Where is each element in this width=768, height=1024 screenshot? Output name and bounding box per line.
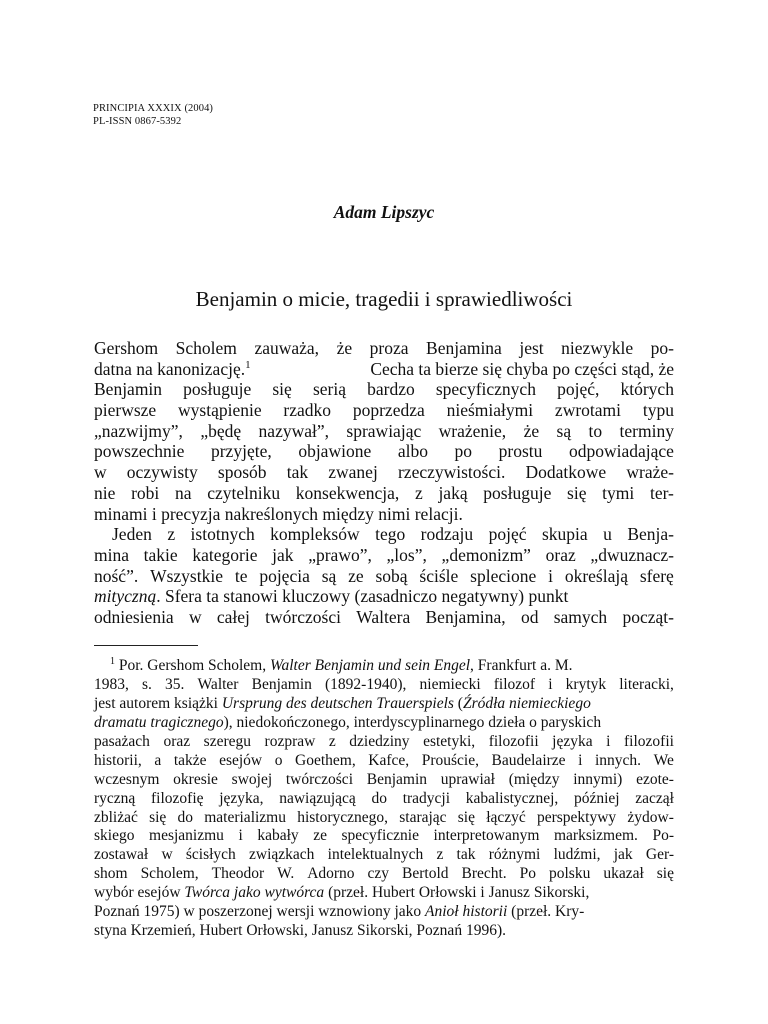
text-line: pierwsze wystąpienie rzadko poprzedza nieśmiałymi zwrotami typu <box>94 400 674 421</box>
footnote-line: skiego mesjanizmu i kabały ze specyficznie interpretowanym marksizmem. Po- <box>94 827 674 845</box>
text-line <box>94 359 674 380</box>
footnote-line: historii, a także esejów o Goethem, Kafce, Prouście, Baudelairze i innych. We <box>94 751 674 769</box>
text-fragment: wybór esejów <box>94 884 185 902</box>
text-line: minami i precyzja nakreślonych między nimi relacji. <box>94 503 463 524</box>
footnote-separator <box>94 645 198 646</box>
text-fragment: , Frankfurt a. M. <box>470 657 573 674</box>
text-line: w oczywisty sposób tak zwanej rzeczywistości. Dodatkowe wraże- <box>94 462 674 483</box>
text-line: ność”. Wszystkie te pojęcia są ze sobą ściśle splecione i określają sferę <box>94 565 674 586</box>
italic-title: Walter Benjamin und sein Engel <box>270 657 471 674</box>
italic-title: dramatu tragicznego <box>94 713 224 731</box>
text-fragment: jest autorem książki <box>94 694 222 712</box>
text-fragment: datna na kanonizację. <box>94 358 246 379</box>
footnote-line <box>94 657 674 676</box>
text-fragment: ( <box>453 694 463 712</box>
author-name: Adam Lipszyc <box>333 202 435 222</box>
footnote-line: ryczną filozofię języka, nawiązującą do tradycji kabalistycznej, później zaczął <box>94 789 674 807</box>
footnote <box>94 657 674 941</box>
text-line: nie robi na czytelniku konsekwencja, z jaką posługuje się tymi ter- <box>94 482 674 503</box>
journal-name: PRINCIPIA XXXIX (2004) <box>93 103 214 114</box>
text-line: „nazwijmy”, „będę nazywał”, sprawiając wrażenie, że są to terminy <box>94 420 674 441</box>
text-fragment: Por. Gershom Scholem, <box>118 657 270 674</box>
italic-title: Anioł historii <box>425 903 508 921</box>
text-fragment: (przeł. Kry- <box>507 903 585 921</box>
text-line: Benjamin posługuje się serią bardzo specyficznych pojęć, których <box>94 379 674 400</box>
text-line <box>94 586 674 607</box>
footnote-line: wczesnym okresie swojej twórczości Benjamin uprawiał (między innymi) ezote- <box>94 770 674 788</box>
text-line: odniesienia w całej twórczości Waltera Benjamina, od samych począt- <box>94 606 674 627</box>
footnote-line: styna Krzemień, Hubert Orłowski, Janusz Sikorski, Poznań 1996). <box>94 922 506 940</box>
text-line: Jeden z istotnych kompleksów tego rodzaju pojęć skupia u Benja- <box>112 524 674 545</box>
paragraph-2 <box>94 524 674 627</box>
italic-title: Twórca jako wytwórca <box>184 884 325 902</box>
footnote-line: zostawał w ścisłych związkach intelektualnych z tak różnymi ludźmi, jak Ger- <box>94 846 674 864</box>
article-body <box>94 338 674 628</box>
footnote-line: 1983, s. 35. Walter Benjamin (1892-1940), niemiecki filozof i krytyk literacki, <box>94 675 674 693</box>
text-fragment: . Sfera ta stanowi kluczowy (zasadniczo negatywny) punkt <box>156 586 569 607</box>
footnote-line <box>94 714 674 733</box>
text-line: mina takie kategorie jak „prawo”, „los”, „demonizm” oraz „dwuznacz- <box>94 544 674 565</box>
footnote-line <box>94 903 674 922</box>
text-fragment: (przeł. Hubert Orłowski i Janusz Sikorski, <box>324 884 590 902</box>
footnote-line <box>94 884 674 903</box>
text-fragment: Poznań 1975) w poszerzonej wersji wznowiony jako <box>94 903 426 921</box>
footnote-number: 1 <box>110 655 115 667</box>
footnote-line: shom Scholem, Theodor W. Adorno czy Bertold Brecht. Po polsku ukazał się <box>94 865 674 883</box>
italic-title: Ursprung des deutschen Trauerspiels <box>221 694 454 712</box>
footnote-ref[interactable]: 1 <box>245 358 251 371</box>
article-title: Benjamin o micie, tragedii i sprawiedliwości <box>195 287 573 311</box>
italic-title: Źródła niemieckiego <box>462 694 591 712</box>
paragraph-1 <box>94 338 674 524</box>
footnote-line: zbliżać się do materializmu historycznego, starając się łączyć perspektywy żydow- <box>94 808 674 826</box>
text-fragment: Cecha ta bierze się chyba po części stąd, że <box>370 358 674 379</box>
text-fragment: ), niedokończonego, interdyscyplinarnego dzieła o paryskich <box>223 713 602 731</box>
text-line: powszechnie przyjęte, objawione albo po prostu odpowiadające <box>94 441 674 462</box>
footnote-line <box>94 695 674 714</box>
italic-term: mityczną <box>94 586 157 607</box>
text-line: Gershom Scholem zauważa, że proza Benjamina jest niezwykle po- <box>94 338 674 358</box>
footnote-line: pasażach oraz szeregu rozpraw z dziedziny estetyki, filozofii języka i filozofii <box>94 732 674 750</box>
journal-header <box>93 103 213 128</box>
journal-issn: PL-ISSN 0867-5392 <box>93 115 182 127</box>
